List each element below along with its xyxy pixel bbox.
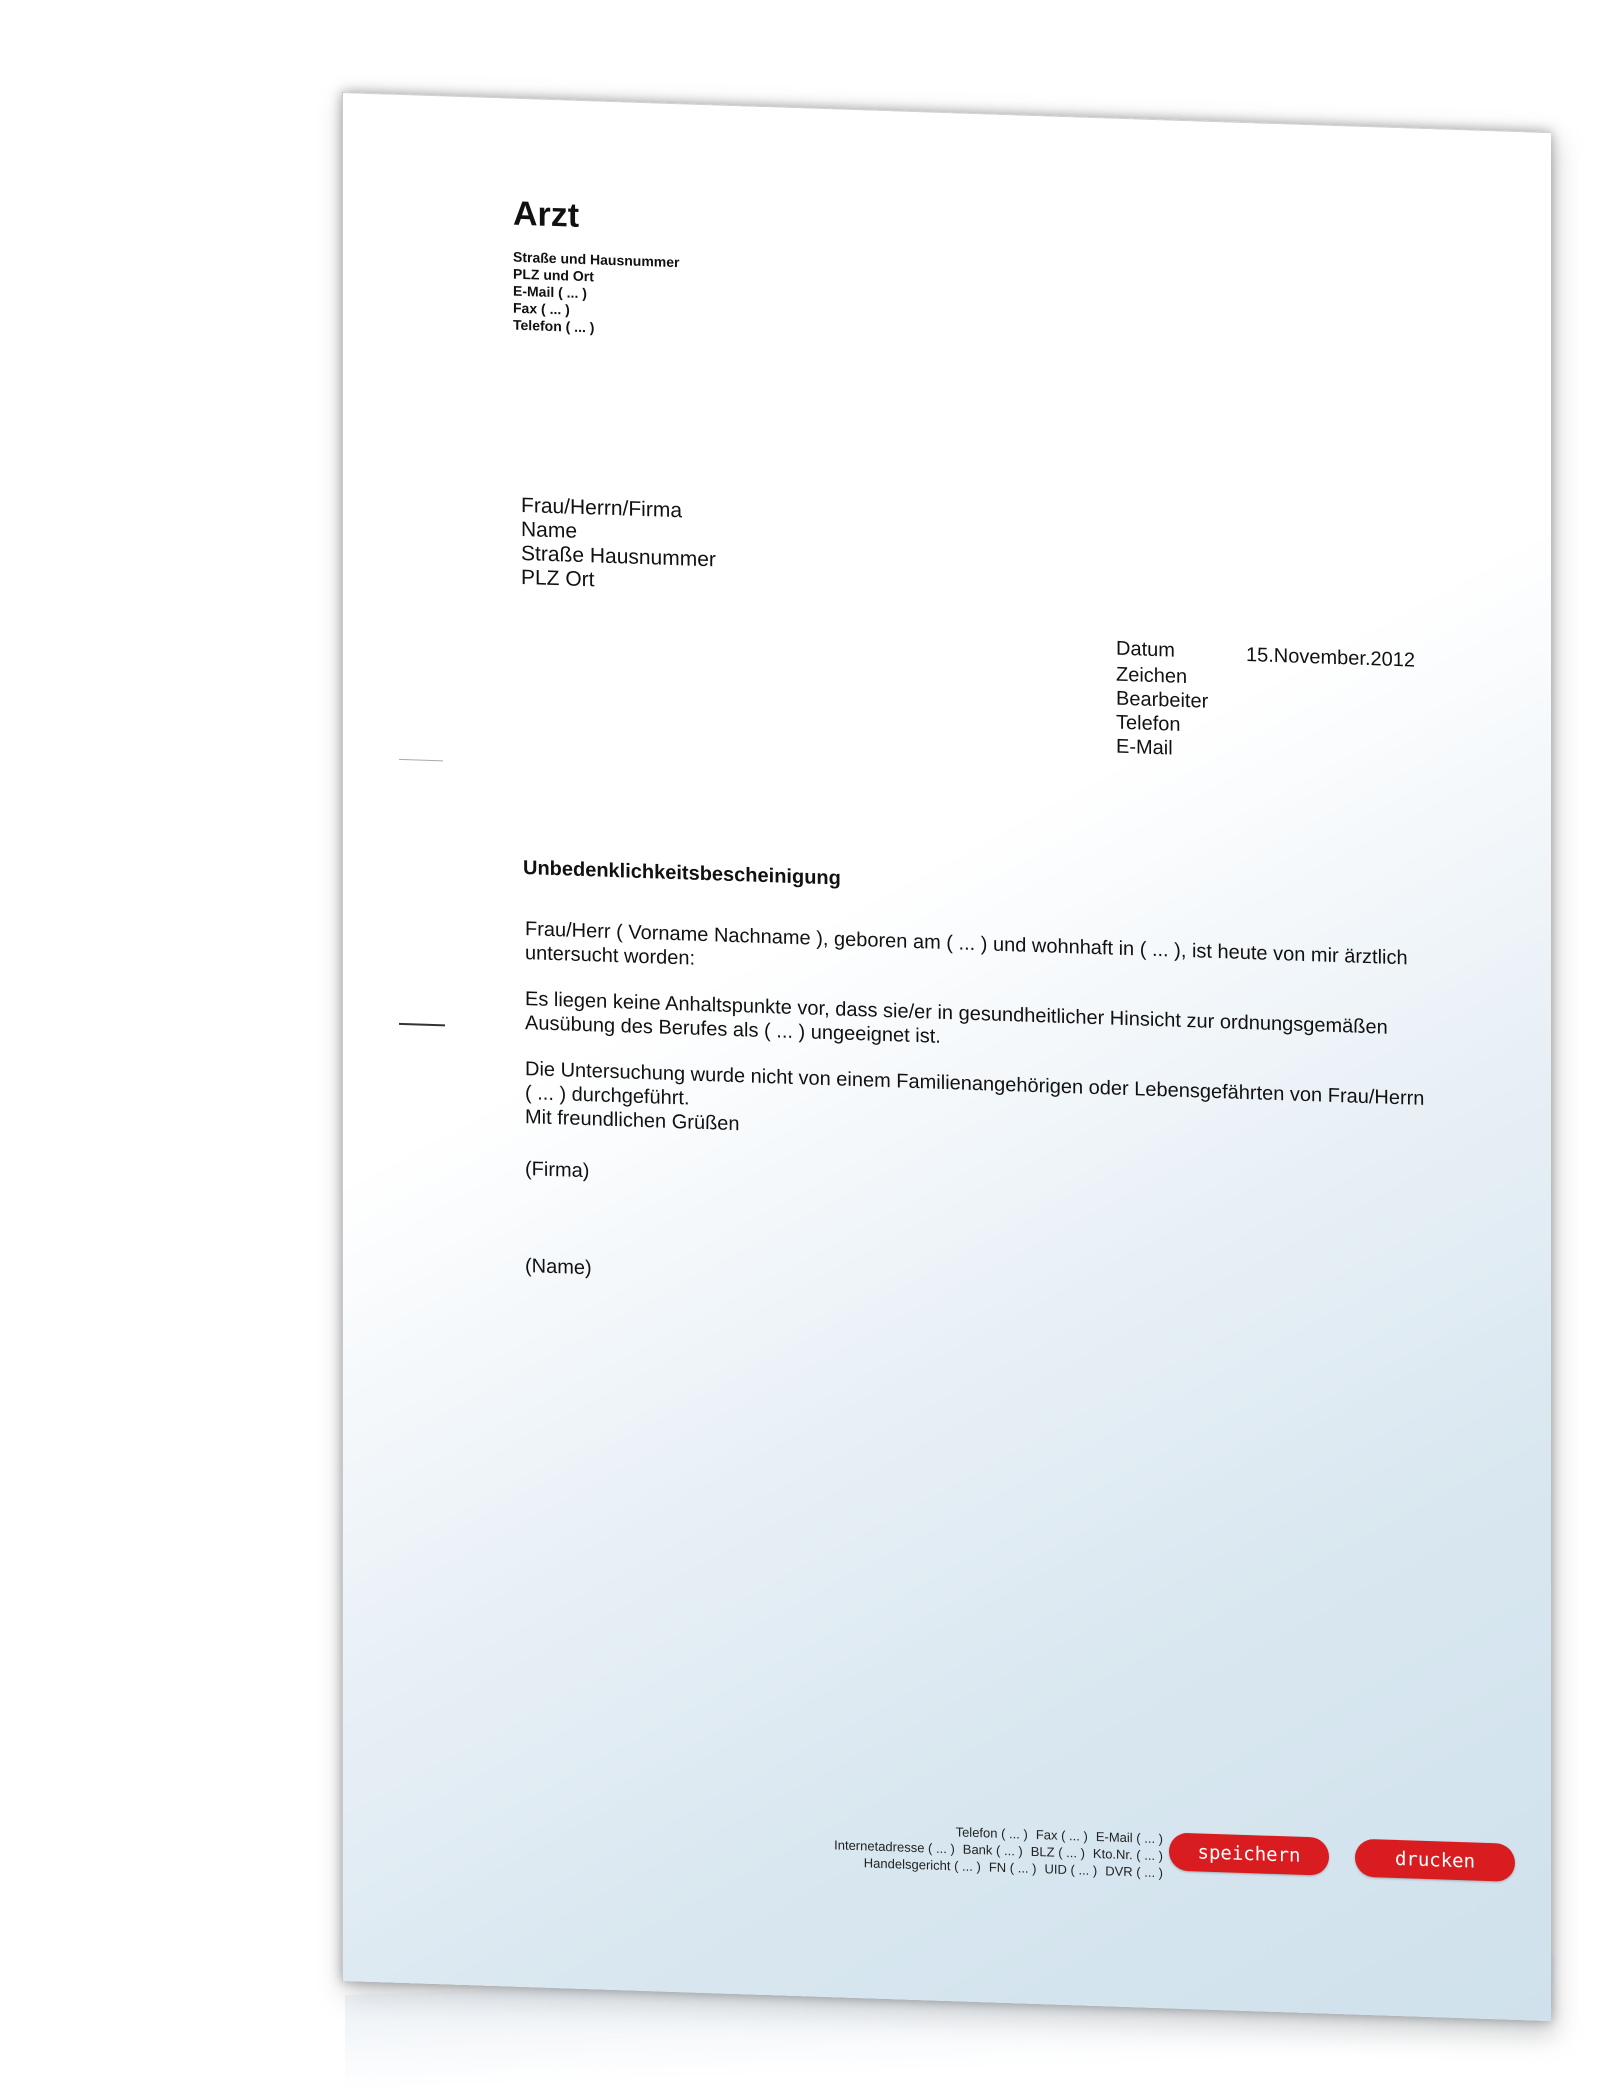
recipient-address <box>521 494 716 596</box>
datum-label: Datum <box>1116 637 1175 662</box>
footer-dvr: DVR ( ... ) <box>1105 1863 1163 1881</box>
email-label: E-Mail <box>1116 735 1173 760</box>
footer-fn: FN ( ... ) <box>988 1859 1037 1877</box>
bearbeiter-label: Bearbeiter <box>1116 687 1209 713</box>
letter-subject: Unbedenklichkeitsbescheinigung <box>523 857 841 890</box>
recipient-name: Name <box>521 517 578 543</box>
sender-email: E-Mail ( ... ) <box>513 282 587 302</box>
footer-fax: Fax ( ... ) <box>1035 1827 1088 1844</box>
footer-uid: UID ( ... ) <box>1044 1861 1098 1879</box>
save-button[interactable]: speichern <box>1169 1832 1329 1875</box>
footer-bank: Bank ( ... ) <box>962 1841 1023 1859</box>
letter-body <box>525 917 1425 1308</box>
telefon-label: Telefon <box>1116 711 1181 736</box>
print-button[interactable]: drucken <box>1355 1839 1515 1882</box>
footer-email: E-Mail ( ... ) <box>1095 1829 1163 1847</box>
zeichen-label: Zeichen <box>1116 663 1188 689</box>
paragraph-suitability: Es liegen keine Anhaltspunkte vor, dass sie/er in gesundheitlicher Hinsicht zur ordnungsgemäßen Ausübung des Berufes als ( ... ) ungeeignet ist. <box>525 988 1388 1048</box>
name-placeholder: (Name) <box>525 1255 592 1280</box>
sender-title: Arzt <box>513 194 580 235</box>
fold-mark-lower <box>399 1023 445 1027</box>
sender-city: PLZ und Ort <box>513 265 594 285</box>
paragraph-examination: Frau/Herr ( Vorname Nachname ), geboren am ( ... ) und wohnhaft in ( ... ), ist heute von mir ärztlich untersucht worden: <box>525 918 1408 970</box>
document-content <box>343 93 1551 2021</box>
paragraph-independence: Die Untersuchung wurde nicht von einem Familienangehörigen oder Lebensgefährten von Frau/Herrn ( ... ) durchgeführt. <box>525 1058 1425 1110</box>
footer-telefon: Telefon ( ... ) <box>955 1824 1028 1842</box>
firma-placeholder: (Firma) <box>525 1158 590 1183</box>
footer-kto: Kto.Nr. ( ... ) <box>1092 1845 1163 1864</box>
sender-fax: Fax ( ... ) <box>513 299 570 318</box>
document-page <box>342 92 1551 2021</box>
fold-mark-upper <box>399 759 443 761</box>
letter-footer <box>783 1818 1163 1882</box>
recipient-street: Straße Hausnummer <box>521 541 716 572</box>
closing-greeting: Mit freundlichen Grüßen <box>525 1106 740 1136</box>
recipient-salutation: Frau/Herrn/Firma <box>521 493 683 523</box>
sender-address <box>513 249 679 340</box>
datum-value: 15.November.2012 <box>1246 643 1416 672</box>
letter-meta <box>1116 637 1415 769</box>
recipient-city: PLZ Ort <box>521 565 595 592</box>
sender-phone: Telefon ( ... ) <box>513 316 595 336</box>
sender-street: Straße und Hausnummer <box>513 248 680 271</box>
footer-blz: BLZ ( ... ) <box>1030 1843 1085 1861</box>
footer-handelsgericht: Handelsgericht ( ... ) <box>863 1855 981 1875</box>
footer-internet: Internetadresse ( ... ) <box>834 1837 955 1857</box>
